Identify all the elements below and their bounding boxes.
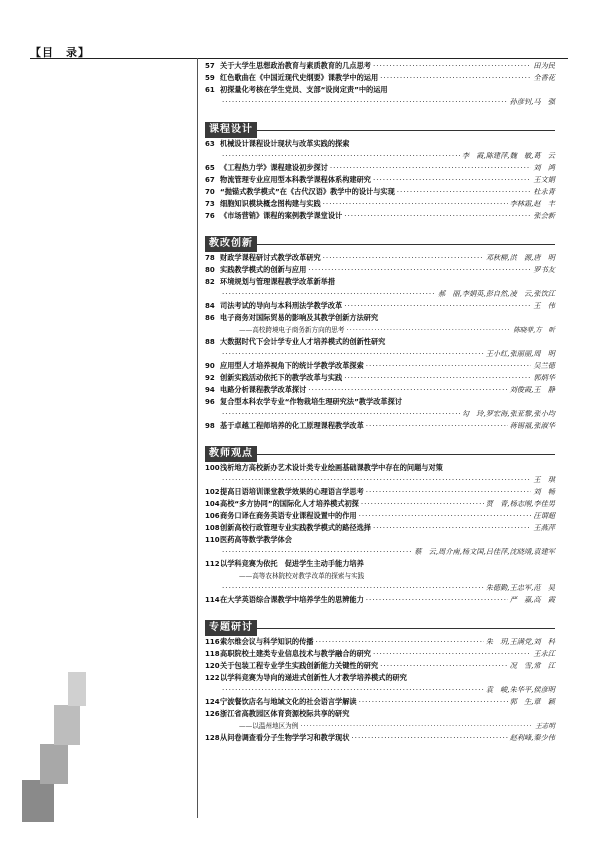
toc-entry [205, 534, 555, 558]
page-number: 94 [205, 386, 215, 394]
decor-block [68, 672, 86, 706]
toc-entry-line [205, 276, 555, 288]
toc-entry [205, 462, 555, 486]
page-number: 108 [205, 524, 220, 532]
entry-authors: 贾 青,杨志刚,李佳男 [485, 499, 555, 508]
entry-authors: 王小红,张丽丽,周 明 [485, 349, 555, 358]
toc-entry-line [205, 210, 555, 222]
toc-entry-line [205, 696, 555, 708]
page-number: 88 [205, 338, 215, 346]
entry-title: 物流管理专业应用型本科教学课程体系构建研究 [220, 175, 371, 184]
dot-leader [308, 384, 507, 396]
page-number: 120 [205, 662, 220, 670]
page-number: 116 [205, 638, 220, 646]
page-number: 59 [205, 74, 215, 82]
toc-entry-line [205, 174, 555, 186]
dot-leader [222, 546, 412, 558]
toc-entry-line [205, 60, 555, 72]
entry-authors: 况 雪,常 江 [509, 661, 555, 670]
dot-leader [359, 696, 508, 708]
section-label: 教改创新 [205, 236, 257, 252]
entry-authors: 陈晓菲,方 昕 [513, 326, 555, 334]
dot-leader [308, 264, 531, 276]
dot-leader [380, 72, 531, 84]
toc-entry [205, 174, 555, 186]
entry-authors: 郝 丽,李娟英,彭自然,凌 云,张饮江 [438, 289, 555, 298]
page-number: 76 [205, 212, 215, 220]
toc-entry [205, 264, 555, 276]
toc-entry [205, 60, 555, 72]
entry-authors: 王燕萍 [533, 523, 555, 532]
entry-authors: 蒋锡福,张淑华 [509, 421, 555, 430]
toc-entry [205, 708, 555, 732]
entry-title: 从问卷调查看分子生物学学习和教学现状 [220, 733, 350, 742]
page-number: 63 [205, 140, 215, 148]
entry-authors: 刘 鸿 [533, 163, 555, 172]
dot-leader [373, 174, 531, 186]
dot-leader [347, 324, 512, 336]
entry-authors: 勾 玲,罗宏海,张亚黎,张小均 [461, 409, 555, 418]
dot-leader [222, 582, 484, 594]
entry-subtitle: ——以温州地区为例 [239, 722, 299, 730]
entry-authors: 王志明 [535, 722, 555, 730]
entry-title: 宁波餐饮店名与地域文化的社会语言学解读 [220, 697, 357, 706]
dot-leader [373, 60, 531, 72]
page-number: 98 [205, 422, 215, 430]
entry-authors: 朱 玥,王满党,刘 科 [485, 637, 555, 646]
entry-title: 复合型本科农学专业“作物栽培生理研究法”教学改革探讨 [220, 397, 402, 406]
page-number: 118 [205, 650, 220, 658]
toc-entry [205, 594, 555, 606]
toc-entry [205, 186, 555, 198]
entry-authors: 李 霞,陈建萍,魏 敏,葛 云 [461, 151, 555, 160]
entry-subtitle: ——高校跨境电子商务新方向的思考 [239, 326, 345, 334]
toc-entry-line [205, 84, 555, 96]
entry-authors: 吴兰德 [533, 361, 555, 370]
dot-leader [366, 486, 532, 498]
dot-leader [222, 474, 531, 486]
page-number: 100 [205, 464, 220, 472]
entry-authors: 袁 峻,朱华平,侯彦明 [485, 685, 555, 694]
dot-leader [344, 210, 531, 222]
toc-entry [205, 72, 555, 84]
toc-entry-line [205, 636, 555, 648]
entry-title: 环境规划与管理课程教学改革新举措 [220, 277, 336, 286]
toc-entry [205, 336, 555, 360]
toc-entry-line [205, 594, 555, 606]
entry-title: 应用型人才培养视角下的统计学教学改革探索 [220, 361, 364, 370]
dot-leader [366, 420, 508, 432]
entry-authors: 汪谓超 [533, 511, 555, 520]
toc-entry [205, 138, 555, 162]
entry-title: 高职院校土建类专业信息技术与教学融合的研究 [220, 649, 371, 658]
section-rule [205, 130, 555, 131]
entry-authors: 郭炳华 [533, 373, 555, 382]
toc-entry-line [205, 570, 555, 582]
dot-leader [344, 372, 531, 384]
toc-entry [205, 384, 555, 396]
section-label: 课程设计 [205, 122, 257, 138]
entry-title: 创新实践活动依托下的教学改革与实践 [220, 373, 343, 382]
page-number: 70 [205, 188, 215, 196]
page-number: 122 [205, 674, 220, 682]
entry-title: 机械设计课程设计现状与改革实践的探索 [220, 139, 350, 148]
page-number: 82 [205, 278, 215, 286]
page-number: 84 [205, 302, 215, 310]
entry-title: 以学科竞赛为导向的递进式创新性人才教学培养模式的研究 [220, 673, 407, 682]
toc-entry [205, 420, 555, 432]
page-number: 112 [205, 560, 220, 568]
page-number: 114 [205, 596, 220, 604]
dot-leader [315, 636, 483, 648]
toc-entry-line [205, 534, 555, 546]
entry-authors: 杜永青 [533, 187, 555, 196]
entry-authors: 王 伟 [533, 301, 555, 310]
page-number: 126 [205, 710, 220, 718]
page-number: 61 [205, 86, 215, 94]
dot-leader [380, 660, 507, 672]
decor-block [54, 705, 80, 745]
toc-entry [205, 252, 555, 264]
dot-leader [222, 408, 460, 420]
toc-header: 【目 录】 [30, 46, 90, 59]
entry-title: 财政学课程研讨式教学改革研究 [220, 253, 321, 262]
dot-leader [366, 360, 532, 372]
toc-entry-line [205, 384, 555, 396]
entry-title: 提高日语培训课堂教学效果的心理语言学思考 [220, 487, 364, 496]
page-number: 78 [205, 254, 215, 262]
page-number: 65 [205, 164, 215, 172]
entry-authors: 王文娟 [533, 175, 555, 184]
toc-entry-line [205, 732, 555, 744]
toc-entry-line [205, 510, 555, 522]
toc-entry-line [205, 558, 555, 570]
toc-entry [205, 510, 555, 522]
toc-entry [205, 522, 555, 534]
toc-entry-line [205, 408, 555, 420]
page-number: 128 [205, 734, 220, 742]
section-rule [205, 454, 555, 455]
toc-entry-line [205, 300, 555, 312]
page-number: 110 [205, 536, 220, 544]
section-label: 教师观点 [205, 446, 257, 462]
entry-title: 在大学英语综合课教学中培养学生的思辨能力 [220, 595, 364, 604]
entry-authors: 李林霜,赵 丰 [509, 199, 555, 208]
section-heading [205, 615, 555, 631]
dot-leader [366, 594, 508, 606]
toc-column [205, 60, 555, 744]
toc-entry [205, 276, 555, 300]
entry-authors: 严 嘉,高 霞 [509, 595, 555, 604]
entry-title: 初探量化考核在学生党员、支部“设岗定责”中的运用 [220, 85, 388, 94]
page-number: 73 [205, 200, 215, 208]
toc-entry-line [205, 324, 555, 336]
section-heading [205, 231, 555, 247]
page-number: 86 [205, 314, 215, 322]
section-heading [205, 117, 555, 133]
entry-authors: 朱德勤,王忠军,范 昊 [485, 583, 555, 592]
dot-leader [330, 162, 532, 174]
toc-entry [205, 558, 555, 594]
entry-title: 浙江省高教园区体育资源校际共享的研究 [220, 709, 350, 718]
entry-title: 以学科竞赛为依托 促进学生主动手能力培养 [220, 559, 364, 568]
entry-title: 电路分析课程教学改革探讨 [220, 385, 307, 394]
toc-entry-line [205, 360, 555, 372]
page-number: 92 [205, 374, 215, 382]
toc-entry [205, 660, 555, 672]
toc-entry-line [205, 420, 555, 432]
toc-entry-line [205, 474, 555, 486]
toc-entry-line [205, 486, 555, 498]
toc-entry-line [205, 720, 555, 732]
toc-entry-line [205, 372, 555, 384]
toc-entry-line [205, 582, 555, 594]
entry-title: 索尔维会议与科学知识的传播 [220, 637, 314, 646]
entry-authors: 赵利峰,秦少伟 [509, 733, 555, 742]
dot-leader [344, 300, 531, 312]
header-rule [30, 58, 568, 59]
toc-entry-line [205, 336, 555, 348]
toc-entry-line [205, 498, 555, 510]
dot-leader [361, 498, 484, 510]
toc-entry-line [205, 522, 555, 534]
page-number: 67 [205, 176, 215, 184]
toc-entry-line [205, 660, 555, 672]
entry-authors: 刘 畅 [533, 487, 555, 496]
dot-leader [373, 648, 531, 660]
dot-leader [373, 522, 531, 534]
toc-entry-line [205, 198, 555, 210]
entry-title: 高校“多方协同”的国际化人才培养模式初探 [220, 499, 359, 508]
dot-leader [222, 288, 436, 300]
toc-entry [205, 648, 555, 660]
entry-title: 关于包装工程专业学生实践创新能力关键性的研究 [220, 661, 379, 670]
page-number: 104 [205, 500, 220, 508]
toc-entry [205, 486, 555, 498]
dot-leader [222, 684, 484, 696]
toc-entry-line [205, 348, 555, 360]
entry-title: 关于大学生思想政治教育与素质教育的几点思考 [220, 61, 371, 70]
page-number: 80 [205, 266, 215, 274]
toc-entry [205, 498, 555, 510]
entry-authors: 蔡 云,周介南,杨文国,吕佳萍,沈晓靖,袁建军 [414, 547, 555, 556]
entry-title: 浅析地方高校新办艺术设计类专业绘画基础课教学中存在的问题与对策 [220, 463, 443, 472]
toc-entry-line [205, 396, 555, 408]
toc-entry [205, 360, 555, 372]
entry-authors: 王永江 [533, 649, 555, 658]
entry-title: 医药高等数学教学体会 [220, 535, 292, 544]
toc-entry [205, 84, 555, 108]
dot-leader [222, 96, 508, 108]
toc-entry [205, 300, 555, 312]
dot-leader [222, 348, 484, 360]
toc-entry [205, 372, 555, 384]
toc-entry [205, 732, 555, 744]
page-number: 57 [205, 62, 215, 70]
toc-entry-line [205, 96, 555, 108]
dot-leader [300, 720, 533, 732]
toc-entry [205, 210, 555, 222]
section-rule [205, 628, 555, 629]
toc-entry-line [205, 648, 555, 660]
entry-authors: 全香花 [533, 73, 555, 82]
entry-authors: 郭 生,章 颖 [509, 697, 555, 706]
section-heading [205, 441, 555, 457]
toc-entry-line [205, 186, 555, 198]
toc-entry-line [205, 72, 555, 84]
page-number: 106 [205, 512, 220, 520]
dot-leader [397, 186, 532, 198]
dot-leader [359, 510, 532, 522]
entry-authors: 张会新 [533, 211, 555, 220]
entry-authors: 王 琪 [533, 475, 555, 484]
toc-entry-line [205, 462, 555, 474]
section-label: 专题研讨 [205, 620, 257, 636]
toc-entry-line [205, 150, 555, 162]
entry-title: 大数据时代下会计学专业人才培养模式的创新性研究 [220, 337, 386, 346]
toc-entry [205, 636, 555, 648]
page-number: 102 [205, 488, 220, 496]
entry-title: 《市场营销》课程的案例教学课堂设计 [220, 211, 343, 220]
decor-block [40, 744, 68, 784]
entry-authors: 田为民 [533, 61, 555, 70]
entry-title: 商务口译在商务英语专业课程设置中的作用 [220, 511, 357, 520]
toc-entry [205, 312, 555, 336]
toc-entry-line [205, 252, 555, 264]
entry-title: 电子商务对国际贸易的影响及其教学创新方法研究 [220, 313, 379, 322]
dot-leader [222, 150, 460, 162]
toc-entry [205, 162, 555, 174]
entry-title: 创新高校行政管理专业实践教学模式的路径选择 [220, 523, 371, 532]
entry-title: 司法考试的导向与本科刑法学教学改革 [220, 301, 343, 310]
entry-authors: 孙彦钊,马 强 [509, 97, 555, 106]
toc-entry-line [205, 138, 555, 150]
entry-authors: 邓秋柳,洪 源,唐 明 [485, 253, 555, 262]
page-number: 124 [205, 698, 220, 706]
dot-leader [323, 252, 484, 264]
page-number: 90 [205, 362, 215, 370]
toc-entry-line [205, 684, 555, 696]
entry-title: 《工程热力学》课程建设初步探讨 [220, 163, 328, 172]
entry-authors: 刘俊霞,王 静 [509, 385, 555, 394]
toc-entry-line [205, 672, 555, 684]
entry-title: 红色歌曲在《中国近现代史纲要》课教学中的运用 [220, 73, 379, 82]
entry-title: 基于卓越工程师培养的化工原理课程教学改革 [220, 421, 364, 430]
toc-entry-line [205, 708, 555, 720]
toc-entry [205, 198, 555, 210]
toc-entry-line [205, 288, 555, 300]
entry-title: 细胞知识模块概念图构建与实践 [220, 199, 321, 208]
entry-subtitle: ——高等农林院校对教学改革的探索与实践 [239, 572, 365, 580]
toc-entry [205, 696, 555, 708]
page-number: 96 [205, 398, 215, 406]
toc-entry-line [205, 264, 555, 276]
toc-entry [205, 396, 555, 420]
dot-leader [351, 732, 507, 744]
toc-entry-line [205, 162, 555, 174]
toc-entry-line [205, 546, 555, 558]
toc-entry-line [205, 312, 555, 324]
decor-block [22, 780, 54, 822]
entry-title: 实践教学模式的创新与应用 [220, 265, 307, 274]
column-divider [197, 58, 198, 818]
dot-leader [323, 198, 508, 210]
section-rule [205, 244, 555, 245]
entry-authors: 罗书友 [533, 265, 555, 274]
entry-title: “抛锚式教学模式”在《古代汉语》教学中的设计与实现 [220, 187, 395, 196]
toc-entry [205, 672, 555, 696]
